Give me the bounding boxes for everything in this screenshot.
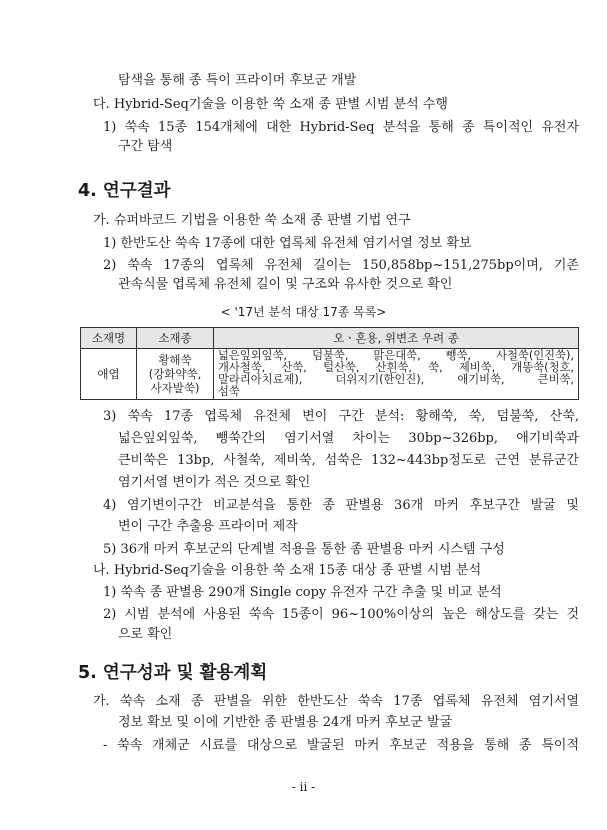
text-line: 2) 시범 분석에 사용된 쑥속 15종이 96~100%이상의 높은 해상도를 갖는 것 (103, 607, 579, 622)
cell-line: 넓은잎외잎쑥, 덤불쑥, 맑은대쑥, 뺑쑥, 사철쑥(인진쑥), (218, 349, 574, 362)
cell-line: 황해쑥 (158, 353, 192, 367)
text-line: 관속식물 엽록체 유전체 길이 및 구조와 유사한 것으로 확인 (118, 277, 453, 292)
text-line: 1) 한반도산 쑥속 17종에 대한 엽록체 유전체 염기서열 정보 확보 (103, 236, 472, 251)
text-line: 1) 쑥속 15종 154개체에 대한 Hybrid-Seq 분석을 통해 종 특이적인 유전자 (103, 120, 579, 135)
text-line: 구간 탐색 (118, 139, 173, 154)
cell-line: 말라리아치료제), 더위지기(한인진), 애기비쑥, 큰비쑥, (218, 373, 574, 386)
text-line: 큰비쑥은 13bp, 사철쑥, 제비쑥, 섬쑥은 132~443bp정도로 근연 분류군간 (118, 453, 579, 468)
text-line: 가. 슈퍼바코드 기법을 이용한 쑥 소재 종 판별 기법 연구 (93, 213, 411, 228)
text-line: 염기서열 변이가 적은 것으로 확인 (118, 475, 311, 490)
text-line: 1) 쑥속 종 판별용 290개 Single copy 유전자 구간 추출 및 비교 분석 (103, 585, 502, 600)
column-header: 소재종 (137, 328, 214, 349)
section-heading: 4. 연구결과 (78, 181, 171, 201)
text-line: 2) 쑥속 17종의 엽록체 유전체 길이는 150,858bp~151,275bp이며, 기존 (103, 258, 579, 273)
section-heading: 5. 연구성과 및 활용계획 (78, 663, 268, 683)
text-line: 탐색을 통해 종 특이 프라이머 후보군 개발 (118, 73, 357, 88)
cell-line: (강화약쑥, (148, 367, 202, 381)
text-line: 4) 염기변이구간 비교분석을 통한 종 판별용 36개 마커 후보구간 발굴 및 (103, 498, 579, 513)
text-line: 3) 쑥속 17종 엽록체 유전체 변이 구간 분석: 황해쑥, 쑥, 덤불쑥, 산쑥, (103, 409, 579, 424)
text-line: - 쑥속 개체군 시료를 대상으로 발굴된 마커 후보군 적용을 통해 종 특이적 (103, 738, 579, 753)
table-caption: < '17년 분석 대상 17종 목록> (220, 305, 387, 319)
column-header: 소재명 (81, 328, 137, 349)
column-header: 오ㆍ혼용, 위변조 우려 종 (214, 328, 579, 349)
text-line: 변이 구간 추출용 프라이머 제작 (118, 519, 298, 534)
cell-line: 섬쑥 (218, 385, 240, 398)
table-cell (214, 349, 579, 400)
cell-line: 개사철쑥, 산쑥, 털산쑥, 산흰쑥, 쑥, 제비쑥, 개똥쑥(청호, (218, 361, 574, 374)
cell-line: 사자발쑥) (150, 381, 200, 395)
species-table (80, 327, 579, 400)
text-line: 으로 확인 (118, 627, 173, 642)
text-line: 나. Hybrid-Seq기술을 이용한 쑥 소재 15종 대상 종 판별 시범 분석 (93, 563, 482, 578)
text-line: 가. 쑥속 소재 종 판별을 위한 한반도산 쑥속 17종 엽록체 유전체 염기서열 (93, 694, 579, 709)
table-row (81, 349, 579, 400)
text-line: 5) 36개 마커 후보군의 단계별 적용을 통한 종 판별용 마커 시스템 구성 (103, 542, 505, 557)
table-header-row (81, 328, 579, 349)
text-line: 정보 확보 및 이에 기반한 종 판별용 24개 마커 후보군 발굴 (118, 715, 453, 730)
table-cell (137, 349, 214, 400)
text-line: 넓은잎외잎쑥, 뺑쑥간의 염기서열 차이는 30bp~326bp, 애기비쑥과 (118, 431, 579, 446)
table-cell: 애엽 (81, 349, 137, 400)
text-line: 다. Hybrid-Seq기술을 이용한 쑥 소재 종 판별 시범 분석 수행 (93, 97, 448, 112)
page-number: - ii - (291, 780, 316, 794)
